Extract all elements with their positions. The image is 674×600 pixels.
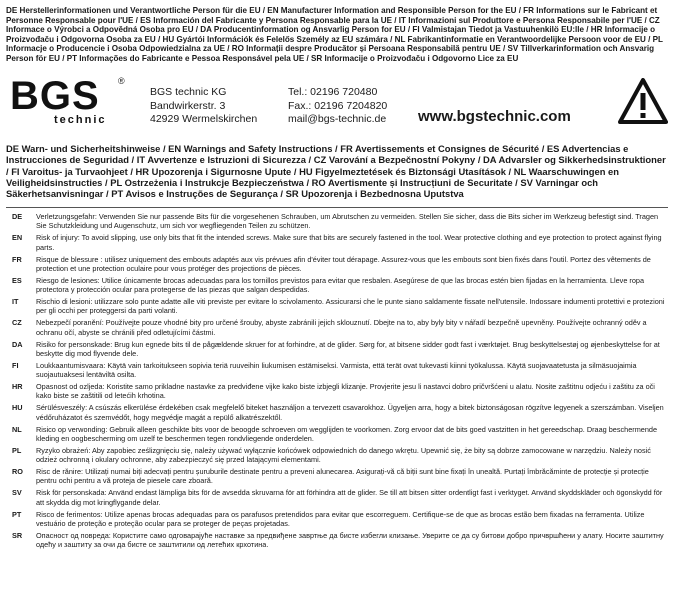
safety-text: Risc de rănire: Utilizați numai biți adecvați pentru șuruburile destinate pentru a preveni alunecarea. Asigurați-vă că biții sunt bine fixați în unealtă. Purtați îmbrăcăminte de protecție și protecție pentru ochi pentru a vă proteja de piesele care zboară. (36, 467, 649, 486)
safety-text: Risk of injury: To avoid slipping, use only bits that fit the intended screws. Make sure that bits are securely fastened in the tool. Wear protective clothing and eye protection to protect against flying parts. (36, 233, 662, 252)
logo-subtitle: technic (54, 114, 107, 126)
safety-row (6, 382, 668, 401)
safety-row (6, 297, 668, 316)
language-code: FI (12, 360, 19, 370)
language-code: IT (12, 297, 19, 306)
safety-text: Ryzyko obrażeń: Aby zapobiec ześlizgnięciu się, należy używać wyłącznie końcówek odpowiednich do danego wkrętu. Upewnić się, że bity są dobrze zamocowane w narzędziu. Należy nosić odzież ochronną i okulary ochronne, aby zabezpieczyć się przed latającymi elementami. (36, 445, 651, 464)
language-code: RO (12, 467, 23, 476)
language-code: FR (12, 254, 22, 264)
company-website[interactable]: www.bgstechnic.com (418, 108, 571, 125)
language-code: PL (12, 445, 22, 455)
company-city: 42929 Wermelskirchen (150, 113, 258, 125)
safety-text: Sérülésveszély: A csúszás elkerülése érdekében csak megfelelő biteket használjon a tervezett csavarokhoz. Ügyeljen arra, hogy a bitek biztonságosan rögzítve legyenek a szerszámban. Viseljen védőruházatot és szemvédőt, hogy megvédje magát a repülő alkatrészektől. (36, 403, 664, 422)
logo-registered-mark: ® (118, 76, 125, 86)
manufacturer-info-heading: DE Herstellerinformationen und Verantwortliche Person für die EU / EN Manufacturer Information and Responsible Person for the EU / FR Informations sur le Fabricant et Personne Responsable pour l'UE / ES Información del Fabricante y Persona Responsable para la UE / IT Informazioni sul Produttore e Persona Responsabile per l'UE / CZ Informace o Výrobci a Odpovědná Osoba pro EU / DA Producentinformation og Ansvarlig Person for EU / FI Valmistajan Tiedot ja Vastuuhenkilö EU:lle / HR Informacije o Proizvođaču i Odgovorna Osoba za EU / HU Gyártói Információk és Felelős Személy az EU számára / NL Fabrikantinformatie en Verantwoordelijke Persoon voor de EU / PL Informacje o Producencie i Osoba Odpowiedzialna za UE / RO Informații despre Producător și Persoana Responsabilă pentru UE / SV Tillverkarinformation och Ansvarig Person för EU / PT Informações do Fabricante e Pessoa Responsável pela UE / SR Informacije o Proizvođaču i Odgovorno Lice za EU (6, 6, 663, 63)
company-tel: Tel.: 02196 720480 (288, 86, 378, 98)
bgs-logo (10, 76, 140, 128)
safety-text: Risco de ferimentos: Utilize apenas brocas adequadas para os parafusos pretendidos para evitar que escorreguem. Certifique-se de que as brocas estão bem fixadas na ferramenta. Utilize vestuário de proteção e proteção ocular para se proteger de peças projetadas. (36, 509, 645, 528)
safety-text: Verletzungsgefahr: Verwenden Sie nur passende Bits für die vorgesehenen Schrauben, um Abrutschen zu vermeiden. Stellen Sie sicher, dass die Bits sicher im Werkzeug befestigt sind. Tragen Sie Schutzkleidung und Augenschutz, um sich vor wegfliegenden Teilen zu schützen. (36, 212, 659, 231)
language-code: PT (12, 509, 22, 519)
language-code: EN (12, 233, 23, 243)
safety-text: Опасност од повреда: Користите само одговарајуће наставке за предвиђене завртње да бисте избегли клизање. Уверите се да су битови добро причвршћени у алату. Носите заштитну одећу и заштиту за очи да бисте се заштитили од летећих крхотина. (36, 530, 664, 549)
safety-row (6, 361, 668, 380)
language-code: HR (12, 382, 23, 391)
safety-text: Rischio di lesioni: utilizzare solo punte adatte alle viti previste per evitare lo scivolamento. Assicurarsi che le punte siano saldamente fissate nell'utensile. Indossare indumenti protettivi e protezioni per gli occhi per proteggersi da parti volanti. (36, 297, 665, 316)
safety-instructions-heading: DE Warn- und Sicherheitshinweise / EN Warnings and Safety Instructions / FR Avertissements et Consignes de Sécurité / ES Advertencias e Instrucciones de Seguridad / IT Avvertenze e Istruzioni di Sicurezza / CZ Varování a Bezpečnostní Pokyny / DA Advarsler og Sikkerhedsinstruktioner / FI Varoitus- ja Turvaohjeet / HR Upozorenja i Sigurnosne Upute / HU Figyelmeztetések és Biztonsági Utasítások / NL Waarschuwingen en Veiligheidsinstructies / PL Ostrzeżenia i Instrukcje Bezpieczeństwa / RO Avertismente și Instrucțiuni de Securitate / SV Varningar och Säkerhetsanvisningar / PT Avisos e Instruções de Segurança / SR Upozorenja i Bezbednosna Uputstva (6, 143, 666, 200)
language-code: CZ (12, 318, 22, 328)
safety-row (6, 212, 668, 231)
safety-text: Risiko for personskade: Brug kun egnede bits til de pågældende skruer for at forhindre, at de glider. Sørg for, at bitsene sidder godt fast i værktøjet. Brug beskyttelsestøj og øjenbeskyttelse for at beskytte dig mod flyvende dele. (36, 339, 660, 358)
safety-row (6, 446, 668, 465)
safety-text: Nebezpečí poranění: Používejte pouze vhodné bity pro určené šrouby, abyste zabránili jejich sklouznutí. Dbejte na to, aby byly bity v nářadí bezpečně upevněny. Používejte ochranný oděv a ochranu očí, abyste se chránili před odletujícími částmi. (36, 318, 647, 337)
safety-row (6, 488, 668, 507)
company-street: Bandwirkerstr. 3 (150, 99, 226, 112)
safety-row (6, 255, 668, 274)
safety-text: Risk för personskada: Använd endast lämpliga bits för de avsedda skruvarna för att förhindra att de glider. Se till att bitsen sitter ordentligt fast i verktyget. Använd skyddskläder och ögonskydd för att skydda dig mot kringflygande delar. (36, 488, 663, 507)
safety-row (6, 510, 668, 529)
safety-text: Risque de blessure : utilisez uniquement des embouts adaptés aux vis prévues afin d'éviter tout dérapage. Assurez-vous que les embouts sont bien fixés dans l'outil. Portez des vêtements de protection et une protection oculaire pour vous protéger des projections de pièces. (36, 254, 651, 273)
company-name: BGS technic KG (150, 86, 227, 98)
company-mail[interactable]: mail@bgs-technic.de (288, 113, 387, 125)
safety-row (6, 425, 668, 444)
safety-row (6, 318, 668, 337)
contact-block (288, 86, 387, 127)
warning-triangle-icon (618, 78, 668, 124)
company-block (6, 74, 668, 134)
safety-row (6, 233, 668, 252)
language-code: ES (12, 275, 22, 285)
logo-text: BGS (10, 74, 100, 118)
company-fax: Fax.: 02196 7204820 (288, 99, 388, 112)
safety-text: Risico op verwonding: Gebruik alleen geschikte bits voor de beoogde schroeven om wegglijden te voorkomen. Zorg ervoor dat de bits goed vastzitten in het gereedschap. Draag beschermende kleding en oogbescherming om uzelf te beschermen tegen rondvliegende onderdelen. (36, 424, 658, 443)
safety-row (6, 403, 668, 422)
safety-row (6, 340, 668, 359)
safety-row (6, 276, 668, 295)
safety-text: Loukkaantumisvaara: Käytä vain tarkoitukseen sopivia teriä ruuveihin liukumisen estämiseksi. Varmista, että terät ovat tukevasti kiinni työkalussa. Käytä suojavaatetusta ja silmäsuojaimia suojautuaksesi lentäviltä osilta. (36, 360, 637, 379)
language-code: SR (12, 530, 23, 540)
language-code: HU (12, 403, 23, 413)
language-code: NL (12, 424, 22, 434)
language-code: DA (12, 339, 23, 349)
safety-text: Riesgo de lesiones: Utilice únicamente brocas adecuadas para los tornillos previstos para evitar que resbalen. Asegúrese de que las brocas estén bien fijadas en la herramienta. Lleve ropa protectora y protección ocular para protegerse de las piezas que salgan despedidas. (36, 275, 645, 294)
language-code: SV (12, 488, 22, 498)
safety-rows (6, 212, 668, 552)
safety-row (6, 467, 668, 486)
divider (6, 207, 668, 208)
language-code: DE (12, 212, 23, 221)
safety-row (6, 531, 668, 550)
safety-text: Opasnost od ozljeda: Koristite samo prikladne nastavke za predviđene vijke kako biste izbjegli klizanje. Provjerite jesu li nastavci dobro pričvršćeni u alatu. Nosite zaštitnu odjeću i zaštitu za oči kako biste se zaštitili od letećih krhotina. (36, 382, 655, 401)
address-block (150, 86, 257, 127)
